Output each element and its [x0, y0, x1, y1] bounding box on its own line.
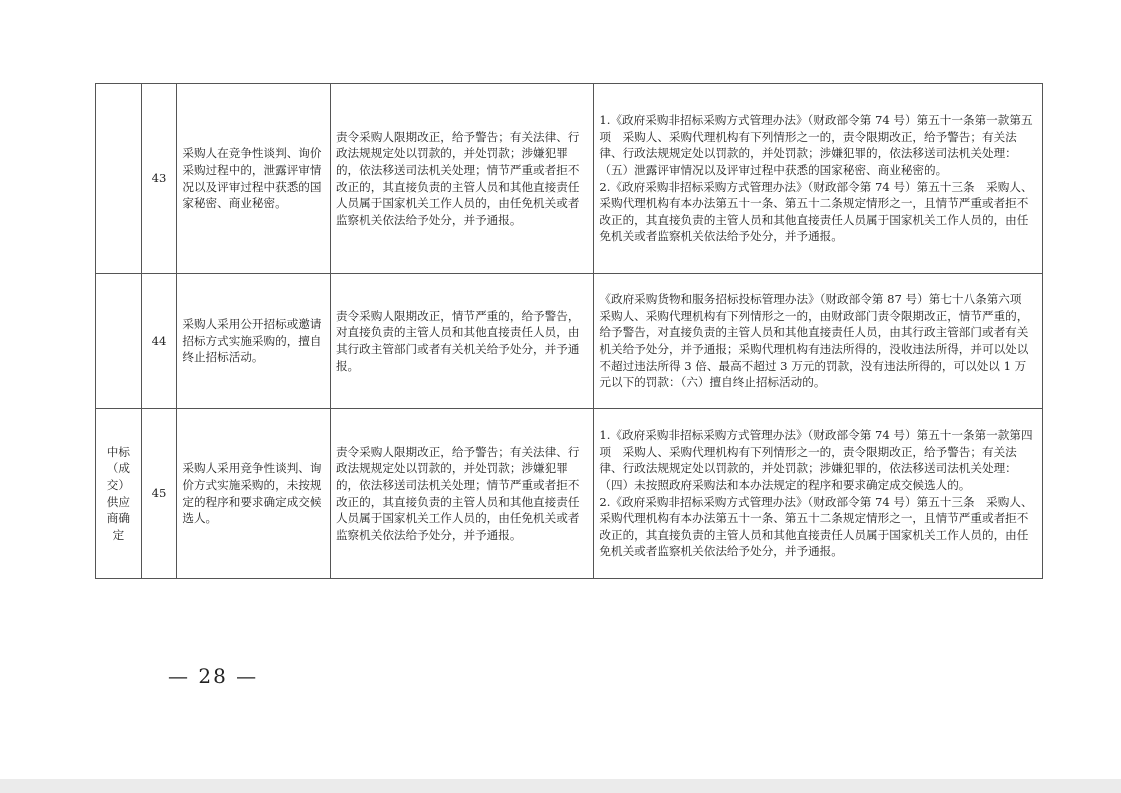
violation-situation: 采购人在竞争性谈判、询价采购过程中的，泄露评审情况以及评审过程中获悉的国家秘密、商业秘密。: [177, 84, 331, 274]
table-row: [96, 274, 1043, 409]
row-number: 45: [141, 409, 177, 579]
category-cell: 中标（成交）供应商确定: [96, 409, 142, 579]
legal-basis: [594, 409, 1043, 579]
table-row: [96, 409, 1043, 579]
penalty-measure: 责令采购人限期改正，给予警告；有关法律、行政法规规定处以罚款的，并处罚款；涉嫌犯罪的，依法移送司法机关处理；情节严重或者拒不改正的，其直接负责的主管人员和其他直接责任人员属于国家机关工作人员的，由任免机关或者监察机关依法给予处分，并予通报。: [330, 409, 593, 579]
legal-basis: [594, 274, 1043, 409]
table-row: [96, 84, 1043, 274]
violation-situation: 采购人采用竞争性谈判、询价方式实施采购的，未按规定的程序和要求确定成交候选人。: [177, 409, 331, 579]
legal-basis-item: 《政府采购货物和服务招标投标管理办法》（财政部令第 87 号）第七十八条第六项 采购人、采购代理机构有下列情形之一的，由财政部门责令限期改正，情节严重的，给予警告，对直接负责的主管人员和其他直接责任人员，由其行政主管部门或者有关机关给予处分，并予通报；采购代理机构有违法所得的，没收违法所得，并可以处以不超过违法所得 3 倍、最高不超过 3 万元的罚款，没有违法所得的，可以处以 1 万元以下的罚款：（六）擅自终止招标活动的。: [599, 292, 1034, 390]
legal-basis-item: 1.《政府采购非招标采购方式管理办法》（财政部令第 74 号）第五十一条第一款第五项 采购人、采购代理机构有下列情形之一的，责令限期改正，给予警告；有关法律、行政法规规定处以罚款的，并处罚款；涉嫌犯罪的，依法移送司法机关处理：（五）泄露评审情况以及评审过程中获悉的国家秘密、商业秘密的。: [599, 113, 1033, 177]
category-cell: [96, 274, 142, 409]
legal-basis-item: 1.《政府采购非招标采购方式管理办法》（财政部令第 74 号）第五十一条第一款第四项 采购人、采购代理机构有下列情形之一的，责令限期改正，给予警告；有关法律、行政法规规定处以罚款的，并处罚款；涉嫌犯罪的，依法移送司法机关处理：（四）未按照政府采购法和本办法规定的程序和要求确定成交候选人的。: [599, 428, 1033, 492]
legal-basis-item: 2.《政府采购非招标采购方式管理办法》（财政部令第 74 号）第五十三条 采购人、采购代理机构有本办法第五十一条、第五十二条规定情形之一，且情节严重或者拒不改正的，其直接负责的主管人员和其他直接责任人员属于国家机关工作人员的，由任免机关或者监察机关依法给予处分，并予通报。: [599, 494, 1033, 559]
penalty-measure: 责令采购人限期改正，情节严重的，给予警告，对直接负责的主管人员和其他直接责任人员，由其行政主管部门或者有关机关给予处分，并予通报。: [330, 274, 593, 409]
legal-basis-item: 2.《政府采购非招标采购方式管理办法》（财政部令第 74 号）第五十三条 采购人、采购代理机构有本办法第五十一条、第五十二条规定情形之一，且情节严重或者拒不改正的，其直接负责的主管人员和其他直接责任人员属于国家机关工作人员的，由任免机关或者监察机关依法给予处分，并予通报。: [599, 179, 1033, 244]
penalty-measure: 责令采购人限期改正，给予警告；有关法律、行政法规规定处以罚款的，并处罚款；涉嫌犯罪的，依法移送司法机关处理；情节严重或者拒不改正的，其直接负责的主管人员和其他直接责任人员属于国家机关工作人员的，由任免机关或者监察机关依法给予处分，并予通报。: [330, 84, 593, 274]
violation-situation: 采购人采用公开招标或邀请招标方式实施采购的，擅自终止招标活动。: [177, 274, 331, 409]
page-number: — 28 —: [168, 664, 259, 688]
category-cell: [96, 84, 142, 274]
scan-edge: [0, 779, 1121, 793]
regulation-table: [95, 83, 1043, 579]
row-number: 44: [141, 274, 177, 409]
legal-basis: [594, 84, 1043, 274]
row-number: 43: [141, 84, 177, 274]
